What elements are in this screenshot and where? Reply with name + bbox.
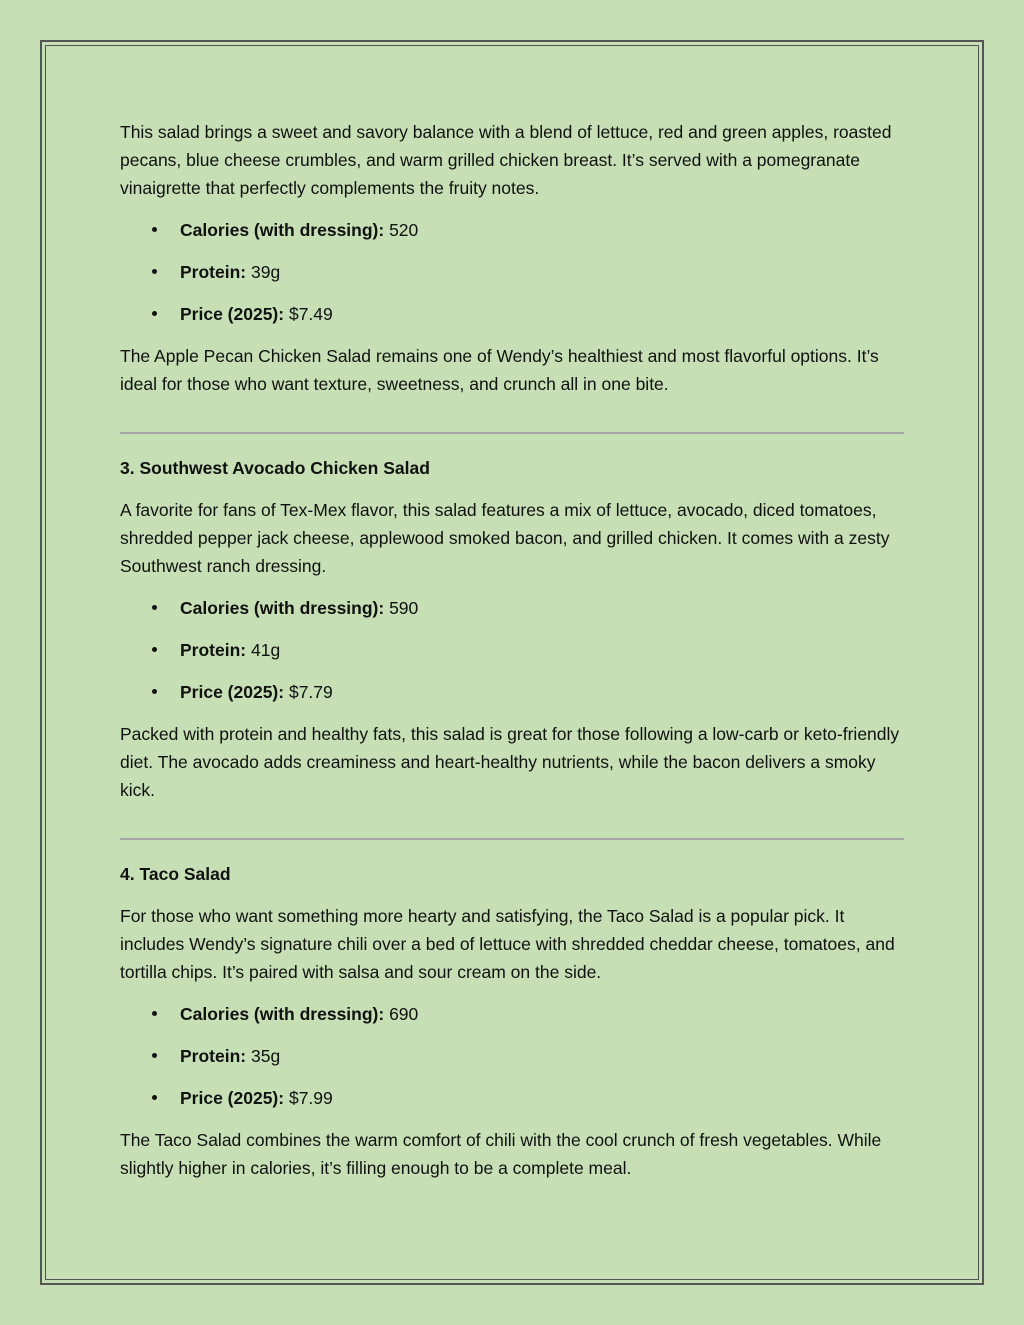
fact-value: $7.49 [288, 304, 333, 324]
section-divider [120, 432, 904, 434]
section-description: A favorite for fans of Tex-Mex flavor, this salad features a mix of lettuce, avocado, diced tomatoes, shredded pepper jack cheese, applewood smoked bacon, and grilled chicken. It comes with a zesty Southwest ranch dressing. [120, 500, 890, 576]
section-heading: 3. Southwest Avocado Chicken Salad [120, 458, 430, 478]
fact-value: 590 [389, 598, 419, 618]
section-summary: The Taco Salad combines the warm comfort of chili with the cool crunch of fresh vegetables. While slightly higher in calories, it’s filling enough to be a complete meal. [120, 1130, 882, 1178]
fact-label: Price (2025): [180, 304, 285, 324]
fact-label: Protein: [180, 640, 247, 660]
document-body [120, 118, 904, 1196]
section-heading: 4. Taco Salad [120, 864, 231, 884]
fact-label: Calories (with dressing): [180, 598, 385, 618]
list-item-calories [120, 594, 904, 622]
fact-value: $7.79 [288, 682, 333, 702]
fact-label: Calories (with dressing): [180, 220, 385, 240]
section-divider [120, 838, 904, 840]
fact-value: $7.99 [288, 1088, 333, 1108]
fact-label: Price (2025): [180, 682, 285, 702]
fact-label: Price (2025): [180, 1088, 285, 1108]
intro-description: This salad brings a sweet and savory balance with a blend of lettuce, red and green apples, roasted pecans, blue cheese crumbles, and warm grilled chicken breast. It’s served with a pomegranate vinaigrette that perfectly complements the fruity notes. [120, 122, 892, 198]
fact-value: 520 [389, 220, 419, 240]
list-item-protein [120, 636, 904, 664]
list-item-calories [120, 216, 904, 244]
list-item-price [120, 678, 904, 706]
fact-value: 41g [251, 640, 281, 660]
section-summary: Packed with protein and healthy fats, this salad is great for those following a low-carb or keto-friendly diet. The avocado adds creaminess and heart-healthy nutrients, while the bacon delivers a smoky kick. [120, 724, 900, 800]
list-item-calories [120, 1000, 904, 1028]
list-item-protein [120, 258, 904, 286]
section-facts-list [120, 594, 904, 706]
list-item-price [120, 300, 904, 328]
section-description: For those who want something more hearty and satisfying, the Taco Salad is a popular pick. It includes Wendy’s signature chili over a bed of lettuce with shredded cheddar cheese, tomatoes, and tortilla chips. It’s paired with salsa and sour cream on the side. [120, 906, 895, 982]
fact-label: Protein: [180, 262, 247, 282]
fact-value: 690 [389, 1004, 419, 1024]
intro-summary: The Apple Pecan Chicken Salad remains one of Wendy’s healthiest and most flavorful options. It’s ideal for those who want texture, sweetness, and crunch all in one bite. [120, 346, 879, 394]
section-facts-list [120, 1000, 904, 1112]
list-item-protein [120, 1042, 904, 1070]
fact-value: 39g [251, 262, 281, 282]
fact-label: Calories (with dressing): [180, 1004, 385, 1024]
fact-value: 35g [251, 1046, 281, 1066]
intro-facts-list [120, 216, 904, 328]
list-item-price [120, 1084, 904, 1112]
fact-label: Protein: [180, 1046, 247, 1066]
